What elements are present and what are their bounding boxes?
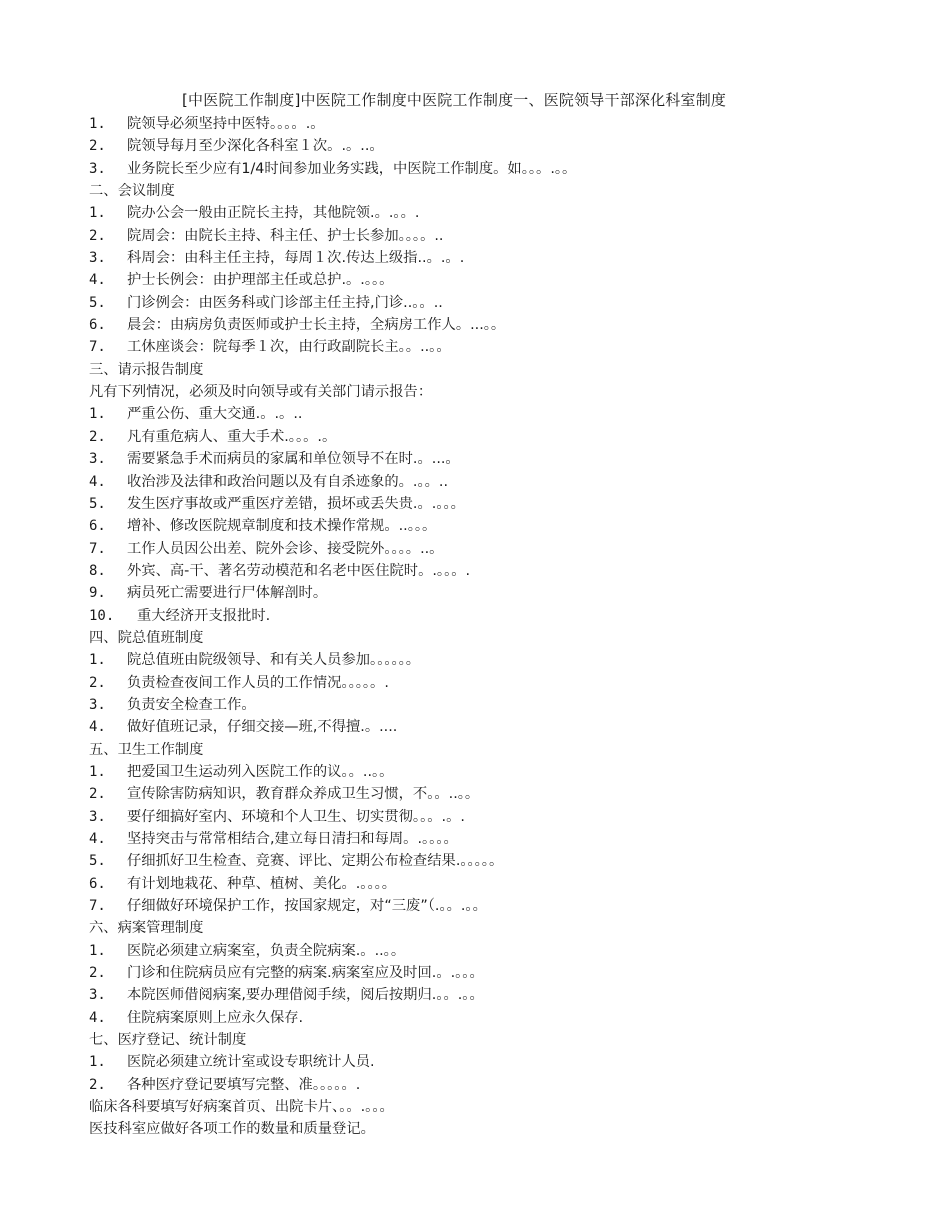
- item-text: 业务院长至少应有1/4时间参加业务实践，中医院工作制度。如。。。.。。: [127, 160, 577, 177]
- item-text: 凡有重危病人、重大手术.。。。.。: [127, 428, 337, 445]
- item-text: 院总值班由院级领导、和有关人员参加。。。。。。: [127, 652, 421, 669]
- item-number: 1.: [89, 942, 106, 959]
- item-number: 6.: [89, 317, 106, 334]
- item-text: 院领导必须坚持中医特。。。。.。: [127, 116, 325, 132]
- item-number: 7.: [89, 540, 106, 557]
- numbered-item: [89, 873, 929, 895]
- item-number: 2.: [89, 227, 106, 244]
- item-number: 1.: [89, 116, 106, 132]
- item-text: 收治涉及法律和政治问题以及有自杀迹象的。.。。..: [127, 473, 449, 490]
- text-line: [89, 1096, 929, 1118]
- item-text: 科周会：由科主任主持，每周１次.传达上级指..。.。.: [127, 250, 465, 267]
- numbered-item: [89, 493, 929, 515]
- item-number: 4.: [89, 272, 106, 289]
- item-number: 1.: [89, 406, 106, 423]
- numbered-item: [89, 1007, 929, 1029]
- numbered-item: [89, 783, 929, 805]
- numbered-item: [89, 1074, 929, 1096]
- item-number: 3.: [89, 250, 106, 267]
- item-number: 6.: [89, 518, 106, 535]
- item-text: 需要紧急手术而病员的家属和单位领导不在时.。...。: [127, 451, 460, 468]
- item-number: 5.: [89, 495, 106, 512]
- numbered-item: [89, 314, 929, 336]
- item-text: 增补、修改医院规章制度和技术操作常规。..。。。: [127, 518, 437, 535]
- item-text: 医院必须建立统计室或设专职统计人员.: [127, 1054, 375, 1071]
- item-text: 要仔细搞好室内、环境和个人卫生、切实贯彻。。。.。.: [127, 808, 465, 825]
- item-text: 凡有下列情况，必须及时向领导或有关部门请示报告：: [89, 384, 433, 401]
- item-number: 10.: [89, 607, 115, 624]
- numbered-item: [89, 828, 929, 850]
- item-text: 工作人员因公出差、院外会诊、接受院外。。。。..。: [127, 540, 444, 557]
- text-line: [89, 180, 929, 202]
- numbered-item: [89, 806, 929, 828]
- item-text: 五、卫生工作制度: [89, 741, 204, 758]
- item-text: 负责检查夜间工作人员的工作情况。。。。。.: [127, 674, 389, 691]
- numbered-item: [89, 292, 929, 314]
- numbered-item: [89, 471, 929, 493]
- item-text: 门诊和住院病员应有完整的病案.病案室应及时回.。.。。。: [127, 965, 484, 982]
- numbered-item: [89, 403, 929, 425]
- document-body: [89, 113, 929, 1141]
- item-number: 7.: [89, 898, 106, 915]
- item-number: 8.: [89, 562, 106, 579]
- item-number: 1.: [89, 763, 106, 780]
- numbered-item: [89, 225, 929, 247]
- item-number: 4.: [89, 1009, 106, 1026]
- numbered-item: [89, 940, 929, 962]
- numbered-item: [89, 113, 929, 135]
- item-text: 院周会：由院长主持、科主任、护士长参加。。。。..: [127, 227, 444, 244]
- item-number: 1.: [89, 205, 106, 222]
- numbered-item: [89, 605, 929, 627]
- item-text: 院办公会一般由正院长主持，其他院领.。.。。.: [127, 205, 420, 222]
- numbered-item: [89, 716, 929, 738]
- numbered-item: [89, 560, 929, 582]
- item-number: 4.: [89, 831, 106, 847]
- item-text: 七、医疗登记、统计制度: [89, 1032, 247, 1049]
- item-number: 9.: [89, 585, 106, 602]
- numbered-item: [89, 515, 929, 537]
- numbered-item: [89, 694, 929, 716]
- text-line: [89, 739, 929, 761]
- item-number: 5.: [89, 853, 106, 870]
- item-text: 工休座谈会：院每季１次，由行政副院长主。。..。。: [127, 339, 451, 356]
- item-text: 医院必须建立病案室，负责全院病案.。..。。: [127, 942, 406, 959]
- item-number: 4.: [89, 473, 106, 490]
- item-number: 3.: [89, 451, 106, 468]
- item-text: 把爱国卫生运动列入医院工作的议。。..。。: [127, 763, 394, 780]
- item-text: 重大经济开支报批时.: [137, 607, 271, 624]
- item-number: 3.: [89, 987, 106, 1004]
- item-text: 二、会议制度: [89, 183, 175, 200]
- text-line: [89, 917, 929, 939]
- numbered-item: [89, 247, 929, 269]
- item-number: 2.: [89, 965, 106, 982]
- numbered-item: [89, 336, 929, 358]
- item-text: 门诊例会：由医务科或门诊部主任主持,门诊..。。..: [127, 294, 443, 311]
- item-text: 严重公伤、重大交通.。.。..: [127, 406, 303, 423]
- numbered-item: [89, 269, 929, 291]
- item-text: 做好值班记录，仔细交接—班,不得擅.。....: [127, 719, 398, 736]
- text-line: [89, 359, 929, 381]
- item-text: 住院病案原则上应永久保存.: [127, 1009, 304, 1026]
- item-text: 各种医疗登记要填写完整、准。。。。。.: [127, 1076, 361, 1093]
- item-number: 6.: [89, 875, 106, 892]
- numbered-item: [89, 135, 929, 157]
- numbered-item: [89, 538, 929, 560]
- item-number: 2.: [89, 1076, 106, 1093]
- item-text: 坚持突击与常常相结合,建立每日清扫和每周。.。。。。: [127, 831, 458, 847]
- item-text: 晨会：由病房负责医师或护士长主持，全病房工作人。...。。: [127, 317, 506, 334]
- numbered-item: [89, 1051, 929, 1073]
- item-number: 2.: [89, 786, 106, 803]
- item-text: 有计划地栽花、种草、植树、美化。.。。。。: [127, 875, 397, 892]
- text-line: [89, 627, 929, 649]
- numbered-item: [89, 649, 929, 671]
- item-text: 院领导每月至少深化各科室１次。.。..。: [127, 138, 384, 155]
- numbered-item: [89, 984, 929, 1006]
- item-number: 3.: [89, 696, 106, 713]
- item-number: 3.: [89, 808, 106, 825]
- numbered-item: [89, 448, 929, 470]
- item-text: 六、病案管理制度: [89, 920, 204, 937]
- item-text: 临床各科要填写好病案首页、出院卡片、。。.。。。: [89, 1099, 394, 1116]
- item-number: 2.: [89, 428, 106, 445]
- numbered-item: [89, 761, 929, 783]
- item-text: 发生医疗事故或严重医疗差错，损坏或丢失贵.。.。。。: [127, 495, 465, 512]
- item-text: 外宾、高-干、著名劳动模范和名老中医住院时。.。。。.: [127, 562, 471, 579]
- numbered-item: [89, 202, 929, 224]
- numbered-item: [89, 672, 929, 694]
- item-text: 本院医师借阅病案,要办理借阅手续，阅后按期归.。。.。。: [127, 987, 484, 1004]
- item-text: 宣传除害防病知识，教育群众养成卫生习惯，不。。..。。: [127, 786, 480, 803]
- item-number: 2.: [89, 138, 106, 155]
- text-line: [89, 381, 929, 403]
- numbered-item: [89, 158, 929, 180]
- item-text: 病员死亡需要进行尸体解剖时。: [127, 585, 328, 602]
- item-number: 2.: [89, 674, 106, 691]
- item-number: 3.: [89, 160, 106, 177]
- document-title: [中医院工作制度]中医院工作制度中医院工作制度一、医院领导干部深化科室制度: [182, 91, 727, 109]
- item-text: 仔细做好环境保护工作，按国家规定，对“三废”（.。。.。。: [127, 898, 487, 915]
- item-number: 1.: [89, 652, 106, 669]
- item-text: 负责安全检查工作。: [127, 696, 256, 713]
- item-text: 四、院总值班制度: [89, 629, 204, 646]
- item-number: 7.: [89, 339, 106, 356]
- item-number: 5.: [89, 294, 106, 311]
- numbered-item: [89, 426, 929, 448]
- text-line: [89, 1029, 929, 1051]
- item-text: 护士长例会：由护理部主任或总护.。.。。。: [127, 272, 394, 289]
- item-text: 医技科室应做好各项工作的数量和质量登记。: [89, 1121, 375, 1138]
- numbered-item: [89, 962, 929, 984]
- numbered-item: [89, 850, 929, 872]
- numbered-item: [89, 895, 929, 917]
- item-number: 4.: [89, 719, 106, 736]
- item-text: 三、请示报告制度: [89, 361, 204, 378]
- text-line: [89, 1118, 929, 1140]
- item-number: 1.: [89, 1054, 106, 1071]
- numbered-item: [89, 582, 929, 604]
- item-text: 仔细抓好卫生检查、竞赛、评比、定期公布检查结果.。。。。。: [127, 853, 504, 870]
